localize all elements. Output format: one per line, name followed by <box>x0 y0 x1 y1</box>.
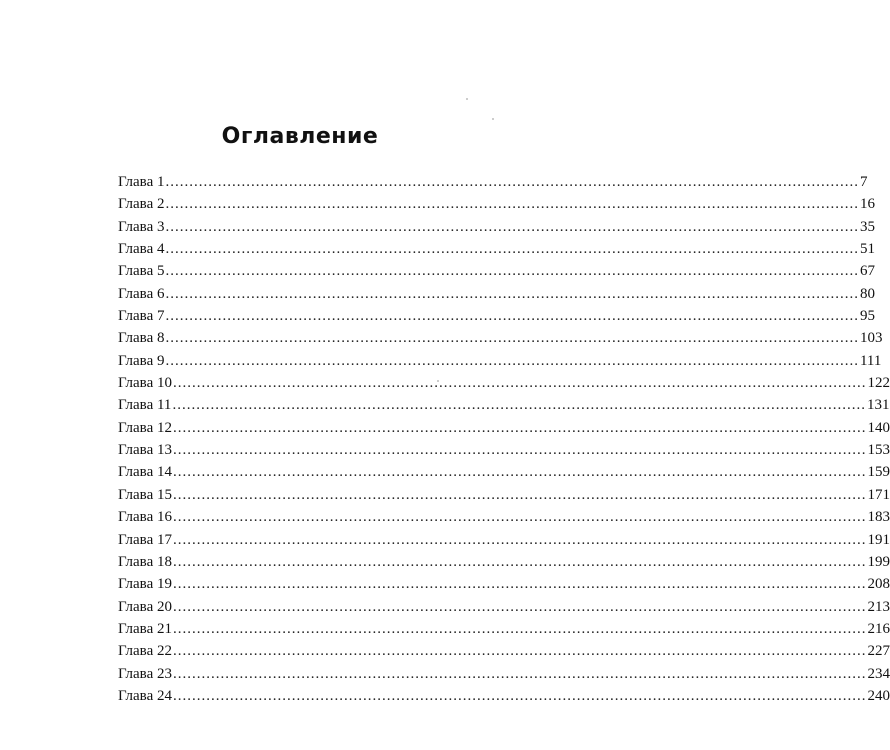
page-number: 159 <box>867 464 890 481</box>
chapter-label: Глава 5 <box>118 263 165 280</box>
page-number: 122 <box>867 375 890 392</box>
dot-leader: .................................................................................................................................................. <box>172 553 867 570</box>
page-number: 183 <box>867 509 890 526</box>
toc-entry[interactable] <box>118 216 875 238</box>
toc-entry[interactable] <box>118 618 890 640</box>
chapter-label: Глава 2 <box>118 196 165 213</box>
dot-leader: .................................................................................................................................................. <box>165 263 859 280</box>
toc-entry[interactable] <box>118 238 875 260</box>
paper-speck <box>492 118 494 120</box>
chapter-label: Глава 8 <box>118 330 165 347</box>
table-of-contents <box>118 171 890 707</box>
dot-leader: .................................................................................................................................................. <box>172 576 867 593</box>
page-number: 7 <box>859 174 868 190</box>
dot-leader: .................................................................................................................................................. <box>172 620 867 637</box>
toc-entry[interactable] <box>118 506 890 528</box>
chapter-label: Глава 1 <box>118 174 165 190</box>
page-number: 240 <box>867 687 890 704</box>
page-number: 213 <box>867 598 890 615</box>
dot-leader: .................................................................................................................................................. <box>165 352 859 369</box>
toc-entry[interactable] <box>118 551 890 573</box>
page-number: 80 <box>859 285 875 302</box>
page-number: 208 <box>867 576 890 593</box>
page-number: 153 <box>867 442 890 459</box>
dot-leader: .................................................................................................................................................. <box>172 643 867 660</box>
page-number: 51 <box>859 241 875 258</box>
toc-entry[interactable] <box>118 663 890 685</box>
toc-entry[interactable] <box>118 417 890 439</box>
chapter-label: Глава 6 <box>118 285 165 302</box>
dot-leader: .................................................................................................................................................. <box>172 486 867 503</box>
chapter-label: Глава 22 <box>118 643 172 660</box>
dot-leader: .................................................................................................................................................. <box>172 509 867 526</box>
chapter-label: Глава 19 <box>118 576 172 593</box>
dot-leader: .................................................................................................................................................. <box>172 598 867 615</box>
dot-leader: .................................................................................................................................................. <box>165 174 859 190</box>
chapter-label: Глава 11 <box>118 397 172 414</box>
chapter-label: Глава 10 <box>118 375 172 392</box>
toc-entry[interactable] <box>118 193 875 215</box>
chapter-label: Глава 21 <box>118 620 172 637</box>
page-number: 191 <box>867 531 890 548</box>
chapter-label: Глава 12 <box>118 419 172 436</box>
toc-entry[interactable] <box>118 394 890 416</box>
toc-entry[interactable] <box>118 305 875 327</box>
page-number: 199 <box>867 553 890 570</box>
chapter-label: Глава 7 <box>118 308 165 325</box>
chapter-label: Глава 3 <box>118 218 165 235</box>
page-title: Оглавление <box>221 124 379 149</box>
toc-entry[interactable] <box>118 350 882 372</box>
page-number: 16 <box>859 196 875 213</box>
dot-leader: .................................................................................................................................................. <box>172 531 867 548</box>
chapter-label: Глава 13 <box>118 442 172 459</box>
page-number: 234 <box>867 665 890 682</box>
dot-leader: .................................................................................................................................................. <box>172 397 866 414</box>
toc-entry[interactable] <box>118 461 890 483</box>
dot-leader: .................................................................................................................................................. <box>165 241 859 258</box>
page-number: 140 <box>867 419 890 436</box>
toc-entry[interactable] <box>118 372 890 394</box>
chapter-label: Глава 16 <box>118 509 172 526</box>
page-number: 35 <box>859 218 875 235</box>
page-number: 216 <box>867 620 890 637</box>
page-number: 95 <box>859 308 875 325</box>
chapter-label: Глава 15 <box>118 486 172 503</box>
toc-entry[interactable] <box>118 327 883 349</box>
page-number: 131 <box>866 397 890 414</box>
dot-leader: .................................................................................................................................................. <box>165 218 859 235</box>
dot-leader: .................................................................................................................................................. <box>172 442 867 459</box>
toc-entry[interactable] <box>118 260 875 282</box>
dot-leader: .................................................................................................................................................. <box>172 419 867 436</box>
page-number: 103 <box>859 330 883 347</box>
page-number: 227 <box>867 643 890 660</box>
toc-entry[interactable] <box>118 484 890 506</box>
toc-entry[interactable] <box>118 171 868 193</box>
chapter-label: Глава 17 <box>118 531 172 548</box>
page-number: 67 <box>859 263 875 280</box>
chapter-label: Глава 4 <box>118 241 165 258</box>
chapter-label: Глава 9 <box>118 352 165 369</box>
dot-leader: .................................................................................................................................................. <box>165 330 859 347</box>
chapter-label: Глава 23 <box>118 665 172 682</box>
dot-leader: .................................................................................................................................................. <box>172 375 867 392</box>
dot-leader: .................................................................................................................................................. <box>172 687 867 704</box>
toc-entry[interactable] <box>118 283 875 305</box>
chapter-label: Глава 18 <box>118 553 172 570</box>
toc-entry[interactable] <box>118 439 890 461</box>
dot-leader: .................................................................................................................................................. <box>172 464 867 481</box>
chapter-label: Глава 14 <box>118 464 172 481</box>
dot-leader: .................................................................................................................................................. <box>165 308 859 325</box>
paper-speck <box>466 98 468 100</box>
dot-leader: .................................................................................................................................................. <box>165 285 859 302</box>
dot-leader: .................................................................................................................................................. <box>172 665 867 682</box>
chapter-label: Глава 20 <box>118 598 172 615</box>
page-number: 171 <box>867 486 890 503</box>
toc-entry[interactable] <box>118 529 890 551</box>
chapter-label: Глава 24 <box>118 687 172 704</box>
toc-entry[interactable] <box>118 640 890 662</box>
page-number: 111 <box>859 352 882 369</box>
toc-entry[interactable] <box>118 596 890 618</box>
toc-entry[interactable] <box>118 685 890 707</box>
dot-leader: .................................................................................................................................................. <box>165 196 859 213</box>
toc-entry[interactable] <box>118 573 890 595</box>
